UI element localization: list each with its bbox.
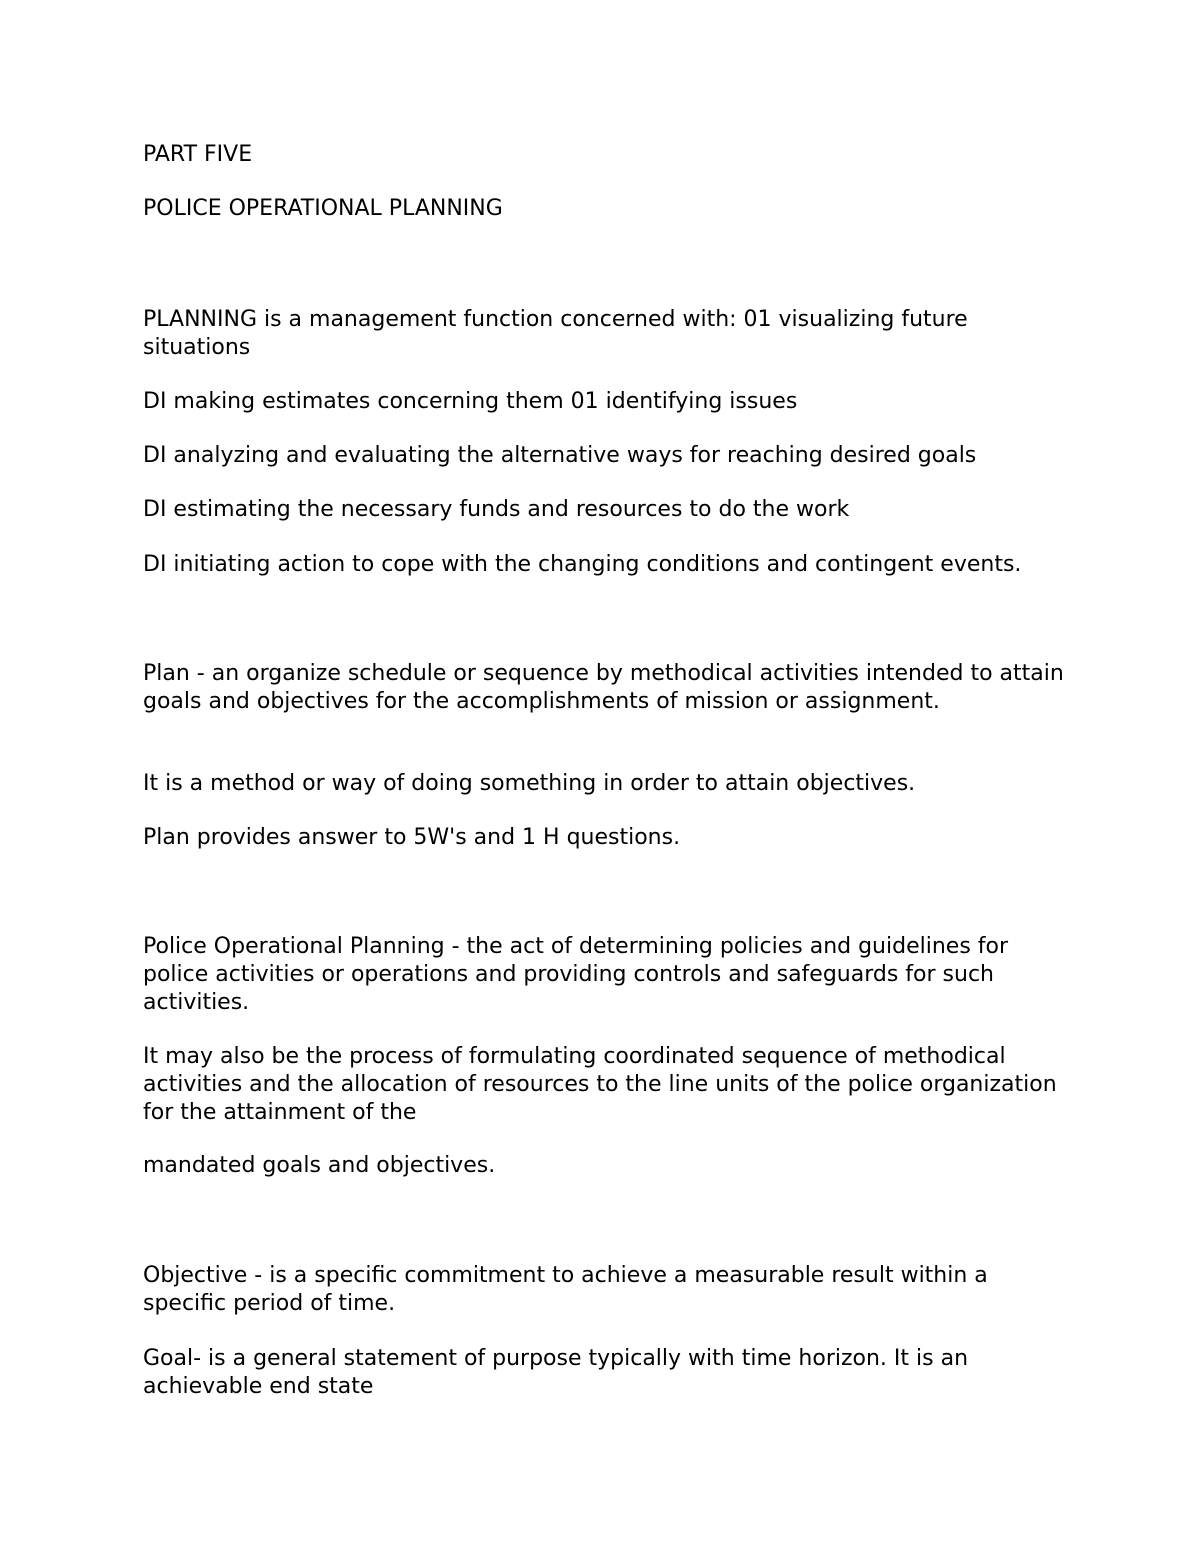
planning-intro-paragraph: PLANNING is a management function concerned with: 01 visualizing future situations <box>143 307 968 360</box>
planning-item-analyzing: DI analyzing and evaluating the alternative ways for reaching desired goals <box>143 443 977 468</box>
plan-definition-paragraph: Plan - an organize schedule or sequence by methodical activities intended to attain goals and objectives for the accomplishments of mission or assignment. <box>143 661 1064 714</box>
police-operational-planning-definition: Police Operational Planning - the act of determining policies and guidelines for police activities or operations and providing controls and safeguards for such activities. <box>143 934 1009 1015</box>
planning-item-initiating: DI initiating action to cope with the changing conditions and contingent events. <box>143 552 1022 577</box>
police-operational-planning-process: It may also be the process of formulating coordinated sequence of methodical activities and the allocation of resources to the line units of the police organization for the attainment of the <box>143 1044 1057 1125</box>
goal-definition-paragraph: Goal- is a general statement of purpose typically with time horizon. It is an achievable end state <box>143 1346 969 1399</box>
document-title: POLICE OPERATIONAL PLANNING <box>143 196 503 221</box>
mandated-goals-paragraph: mandated goals and objectives. <box>143 1153 496 1178</box>
objective-definition-paragraph: Objective - is a specific commitment to achieve a measurable result within a specific period of time. <box>143 1263 988 1316</box>
planning-item-funds: DI estimating the necessary funds and resources to do the work <box>143 497 850 522</box>
planning-item-estimates: DI making estimates concerning them 01 identifying issues <box>143 389 798 414</box>
part-label: PART FIVE <box>143 142 253 167</box>
plan-questions-paragraph: Plan provides answer to 5W's and 1 H questions. <box>143 825 681 850</box>
plan-method-paragraph: It is a method or way of doing something in order to attain objectives. <box>143 771 916 796</box>
